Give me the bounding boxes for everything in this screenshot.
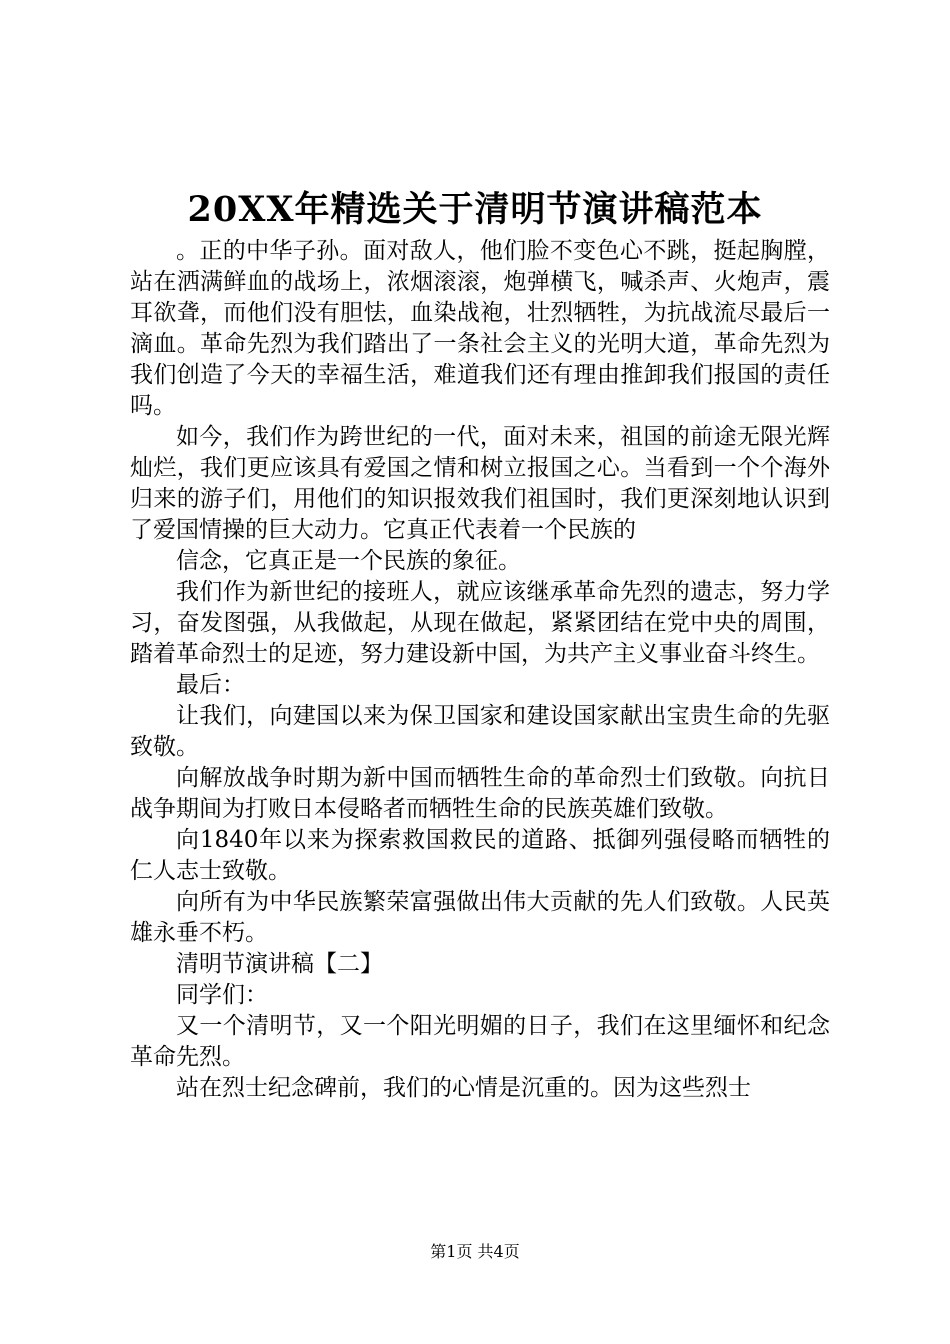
paragraph: 站在烈士纪念碑前，我们的心情是沉重的。因为这些烈士 [176, 1075, 751, 1101]
paragraph: 向1840年以来为探索救国救民的道路、抵御列强侵略而牺牲的仁人志士致敬。 [130, 827, 830, 884]
paragraph: 信念，它真正是一个民族的象征。 [176, 548, 521, 574]
paragraph: 最后： [176, 672, 245, 698]
section-heading: 清明节演讲稿【二】 [176, 951, 383, 977]
page-footer: 第1页 共4页 [430, 1242, 520, 1261]
paragraph: 让我们，向建国以来为保卫国家和建设国家献出宝贵生命的先驱致敬。 [130, 703, 830, 760]
document-title: 20XX年精选关于清明节演讲稿范本 [187, 189, 763, 230]
paragraph: 如今，我们作为跨世纪的一代，面对未来，祖国的前途无限光辉灿烂，我们更应该具有爱国之情和树立报国之心。当看到一个个海外归来的游子们，用他们的知识报效我们祖国时，我们更深刻地认识到了爱国情操的巨大动力。它真正代表着一个民族的 [130, 424, 830, 543]
paragraph: 。正的中华子孙。面对敌人，他们脸不变色心不跳，挺起胸膛，站在洒满鲜血的战场上，浓烟滚滚，炮弹横飞，喊杀声、火炮声，震耳欲聋，而他们没有胆怯，血染战袍，壮烈牺牲，为抗战流尽最后一滴血。革命先烈为我们踏出了一条社会主义的光明大道，革命先烈为我们创造了今天的幸福生活，难道我们还有理由推卸我们报国的责任吗。 [130, 238, 830, 419]
paragraph: 同学们： [176, 982, 268, 1008]
document-body [130, 236, 830, 1104]
paragraph: 我们作为新世纪的接班人，就应该继承革命先烈的遗志，努力学习，奋发图强，从我做起，从现在做起，紧紧团结在党中央的周围，踏着革命烈士的足迹，努力建设新中国，为共产主义事业奋斗终生。 [130, 579, 830, 667]
paragraph: 向解放战争时期为新中国而牺牲生命的革命烈士们致敬。向抗日战争期间为打败日本侵略者而牺牲生命的民族英雄们致敬。 [130, 765, 830, 822]
paragraph: 向所有为中华民族繁荣富强做出伟大贡献的先人们致敬。人民英雄永垂不朽。 [130, 889, 830, 946]
paragraph: 又一个清明节，又一个阳光明媚的日子，我们在这里缅怀和纪念革命先烈。 [130, 1013, 830, 1070]
